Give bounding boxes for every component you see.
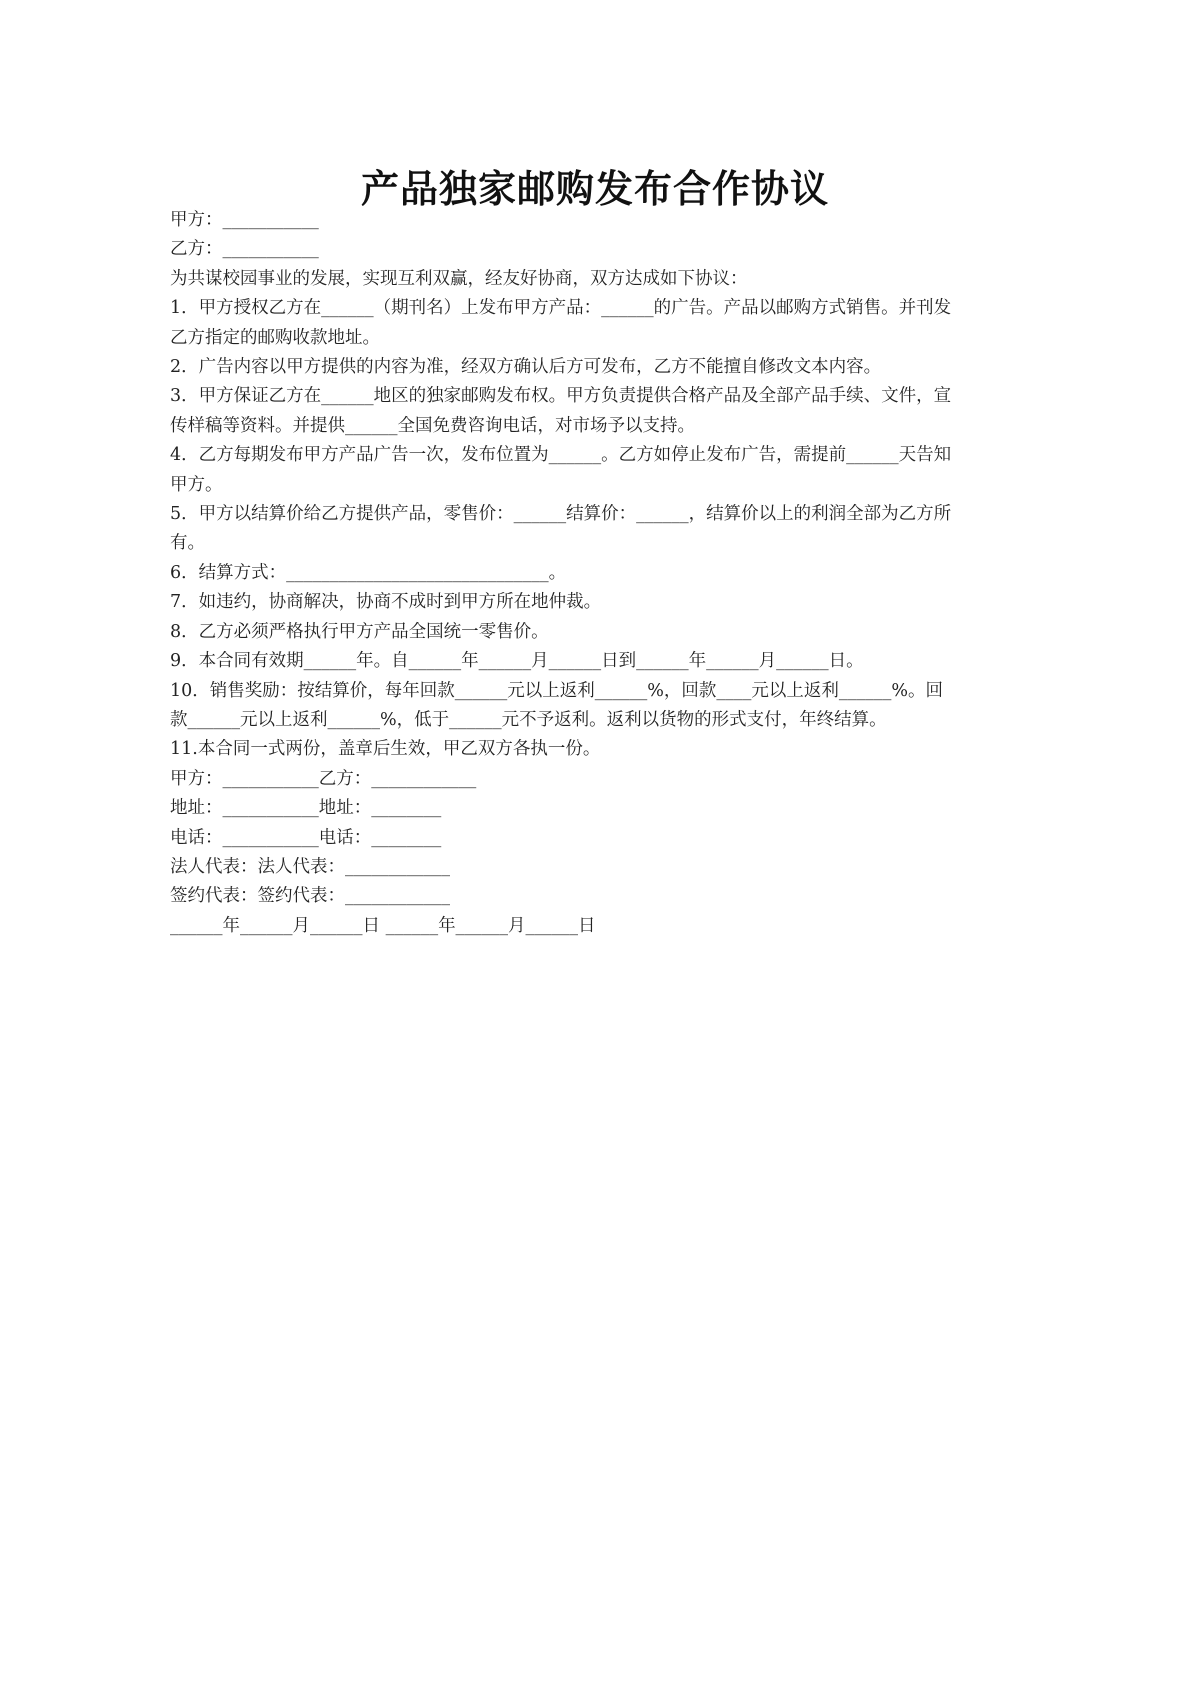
clause-9: 9．本合同有效期______年。自______年______月______日到______年______月______日。 xyxy=(170,651,864,672)
signature-address-line: 地址：___________地址：________ xyxy=(170,798,442,819)
party-b-line: 乙方：___________ xyxy=(170,239,319,260)
document-title: 产品独家邮购发布合作协议 xyxy=(360,167,829,211)
clause-11: 11.本合同一式两份，盖章后生效，甲乙双方各执一份。 xyxy=(170,739,601,760)
clause-10: 10．销售奖励：按结算价，每年回款______元以上返利______%，回款____元以上返利______%。回款______元以上返利______%，低于______元不予返利。返利以货物的形式支付，年终结算。 xyxy=(170,680,944,730)
clause-5: 5．甲方以结算价给乙方提供产品，零售价：______结算价：______，结算价以上的利润全部为乙方所有。 xyxy=(170,504,952,554)
document-body xyxy=(170,206,956,941)
clause-8: 8．乙方必须严格执行甲方产品全国统一零售价。 xyxy=(170,621,549,642)
clause-2: 2．广告内容以甲方提供的内容为准，经双方确认后方可发布，乙方不能擅自修改文本内容。 xyxy=(170,357,882,378)
clause-4: 4．乙方每期发布甲方产品广告一次，发布位置为______。乙方如停止发布广告，需提前______天告知甲方。 xyxy=(170,445,952,495)
signature-date-line: ______年______月______日 ______年______月______日 xyxy=(170,915,596,936)
signature-legal-rep-line: 法人代表：法人代表：____________ xyxy=(170,856,450,877)
clause-1: 1．甲方授权乙方在______（期刊名）上发布甲方产品：______的广告。产品以邮购方式销售。并刊发乙方指定的邮购收款地址。 xyxy=(170,298,952,348)
party-a-line: 甲方：___________ xyxy=(170,210,319,230)
signature-signing-rep-line: 签约代表：签约代表：____________ xyxy=(170,886,450,907)
clause-3: 3．甲方保证乙方在______地区的独家邮购发布权。甲方负责提供合格产品及全部产品手续、文件，宣传样稿等资料。并提供______全国免费咨询电话，对市场予以支持。 xyxy=(170,386,952,436)
clause-6: 6．结算方式：______________________________。 xyxy=(170,562,567,583)
signature-phone-line: 电话：___________电话：________ xyxy=(170,827,442,848)
clause-7: 7．如违约，协商解决，协商不成时到甲方所在地仲裁。 xyxy=(170,592,602,613)
signature-party-line: 甲方：___________乙方：____________ xyxy=(170,768,477,789)
preamble: 为共谋校园事业的发展，实现互利双赢，经友好协商，双方达成如下协议： xyxy=(170,268,748,289)
